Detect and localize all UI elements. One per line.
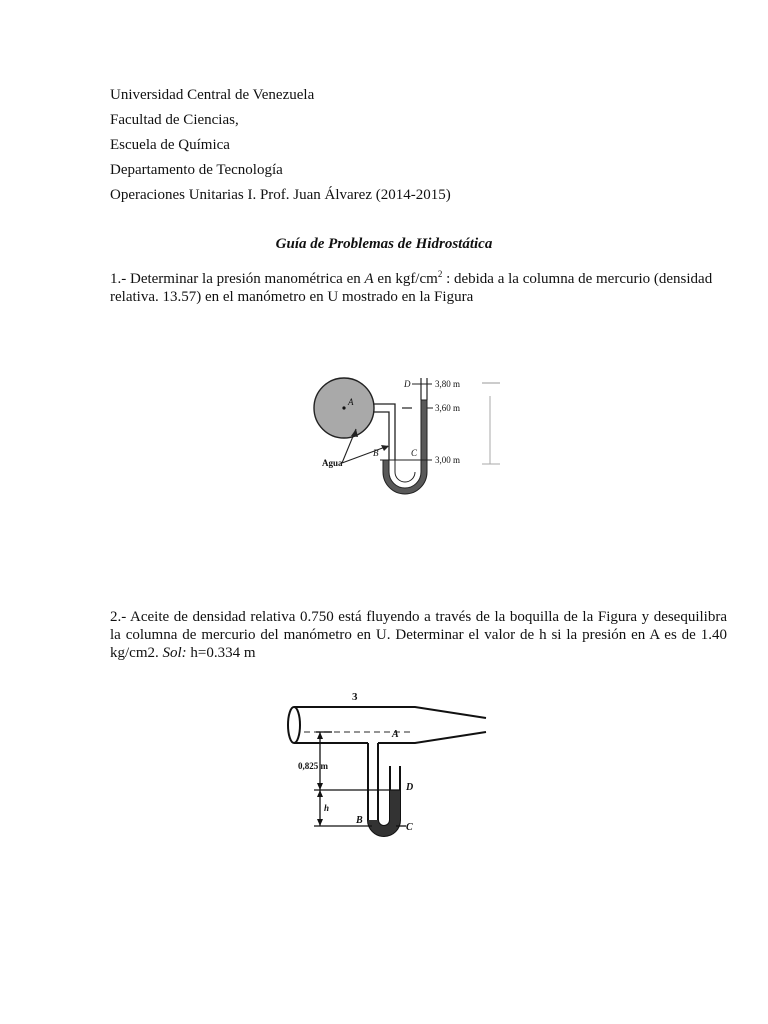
header-course: Operaciones Unitarias I. Prof. Juan Álvarez (2014-2015)	[110, 187, 451, 203]
figure-2-dimension: 0,825 m	[298, 761, 328, 771]
problem-2-statement	[110, 608, 727, 662]
figure-1-label-d: D	[404, 379, 411, 389]
pipe-end-ellipse	[288, 707, 300, 743]
u-tube-inner	[378, 766, 390, 826]
figure-1-label-b: B	[373, 448, 379, 458]
header-faculty: Facultad de Ciencias,	[110, 112, 239, 128]
manometer-diagram-1	[300, 338, 510, 498]
problem-2-solution-label: Sol:	[162, 645, 187, 661]
manometer-diagram-2	[280, 686, 492, 846]
problem-2-text: 2.- Aceite de densidad relativa 0.750 está fluyendo a través de la boquilla de la Figura y desequilibra la columna de mercurio del manómetro en U. Determinar el valor de h si la presión en A es de 1.40 kg/cm2.	[110, 609, 727, 661]
problem-1-text-start: 1.- Determinar la presión manométrica en	[110, 271, 365, 287]
problem-1-point-a: A	[364, 271, 374, 287]
figure-1-label-water: Agua	[322, 458, 343, 468]
arrow-d-up	[317, 783, 323, 790]
problem-1-exponent: 2	[437, 269, 443, 279]
arrow-d-down	[317, 790, 323, 797]
figure-1-label-c: C	[411, 448, 418, 458]
problem-1-text-units: en kgf/cm	[373, 271, 438, 287]
arrow-bc-up	[317, 819, 323, 826]
problem-1-figure	[300, 338, 510, 498]
page-title: Guía de Problemas de Hidrostática	[275, 236, 493, 252]
header-university: Universidad Central de Venezuela	[110, 87, 315, 103]
figure-1-level-mid: 3,60 m	[435, 403, 461, 413]
problem-1-statement	[110, 270, 727, 306]
problem-1-text-end: : debida a la columna de mercurio (densidad relativa. 13.57) en el manómetro en U mostrado en la Figura	[110, 271, 713, 305]
problem-2-solution-value: h=0.334 m	[186, 645, 256, 661]
figure-2-label-b: B	[356, 815, 363, 826]
problem-2-figure	[280, 686, 492, 846]
mercury-fill	[368, 790, 400, 836]
figure-1-level-low: 3,00 m	[435, 455, 461, 465]
figure-1-label-a: A	[348, 397, 354, 407]
point-a-marker	[342, 406, 345, 409]
figure-1-level-top: 3,80 m	[435, 379, 461, 389]
header-department: Departamento de Tecnología	[110, 162, 283, 178]
figure-2-label-h: h	[324, 803, 330, 813]
u-tube-inner-wall	[389, 460, 415, 482]
header-school: Escuela de Química	[110, 137, 230, 153]
figure-2-label-d: D	[406, 782, 414, 793]
arrow-a-down	[317, 732, 323, 739]
figure-2-number: 3	[352, 691, 358, 703]
figure-2-label-c: C	[406, 822, 413, 833]
figure-2-label-a: A	[392, 729, 399, 740]
nozzle-top-wall	[294, 707, 486, 718]
